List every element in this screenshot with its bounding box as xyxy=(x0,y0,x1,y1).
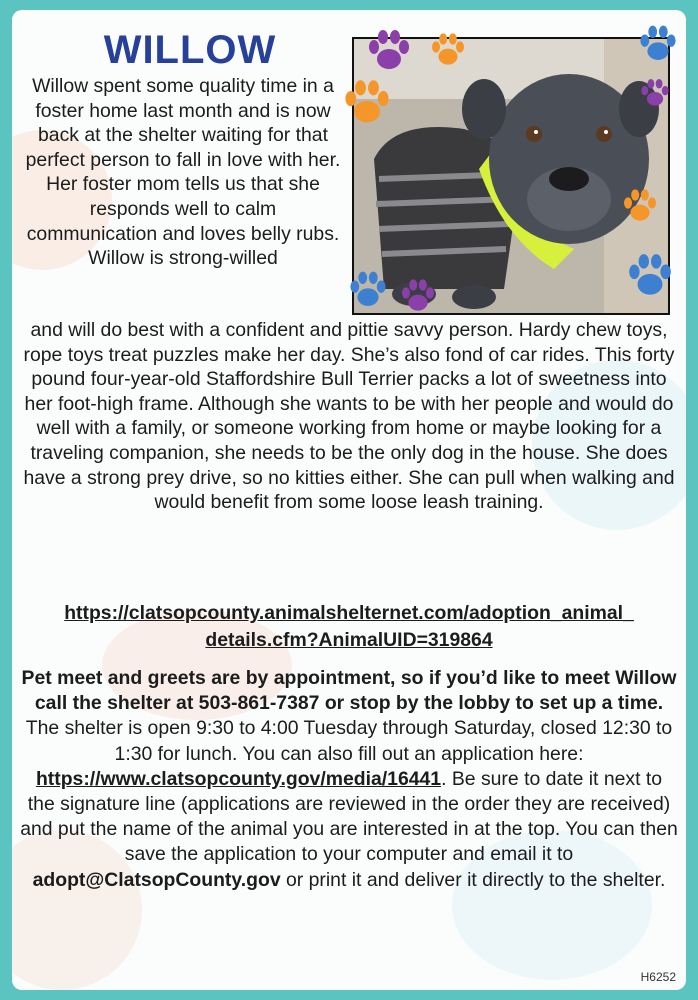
paw-print-icon xyxy=(340,77,394,131)
paw-print-icon xyxy=(638,77,672,111)
paw-print-icon xyxy=(346,269,390,313)
intro-paragraph: Willow spent some quality time in a foster home last month and is now back at the shelter waiting for that perfect person to fall in love with her. Her foster mom tells us that she responds well to calm communication and loves belly rubs. Willow is strong-willed xyxy=(25,75,341,270)
paw-print-icon xyxy=(620,187,660,227)
content-panel xyxy=(12,10,686,990)
appointment-note: Pet meet and greets are by appointment, so if you’d like to meet Willow call the shelter at 503-861-7387 or stop by the lobby to set up a time. xyxy=(21,667,677,715)
page-title: WILLOW xyxy=(103,28,277,72)
dog-photo xyxy=(352,37,670,315)
paw-print-icon xyxy=(398,277,438,317)
adoption-link[interactable] xyxy=(22,600,676,654)
closing-text: or print it and deliver it directly to the shelter. xyxy=(280,868,666,891)
email-link[interactable]: adopt@ClatsopCounty.gov xyxy=(32,868,281,891)
application-instructions: . Be sure to date it next to the signature line (applications are reviewed in the order they are received) and put the name of the animal you are interested in at the top. You can then save the application to your computer and email it to xyxy=(20,767,678,866)
photo-frame xyxy=(352,37,670,315)
paw-print-icon xyxy=(624,251,676,303)
paw-print-icon xyxy=(636,23,680,67)
appointment-info xyxy=(20,666,678,893)
listing-code: H6252 xyxy=(640,970,676,984)
adoption-link-line-2[interactable]: details.cfm?AnimalUID=319864 xyxy=(205,629,493,651)
paw-print-icon xyxy=(364,27,414,77)
hours-text: The shelter is open 9:30 to 4:00 Tuesday through Saturday, closed 12:30 to 1:30 for lunch. You can also fill out an application here: xyxy=(25,717,673,765)
bio-paragraph: and will do best with a confident and pittie savvy person. Hardy chew toys, rope toys treat puzzles make her day. She’s also fond of car rides. This forty pound four-year-old Staffordshire Bull Terrier packs a lot of sweetness into her foot-high frame. Although she wants to be with her people and would do well with a family, or someone working from home or maybe looking for a traveling companion, she needs to be the only dog in the house. She does have a strong prey drive, so no kitties either. She can pull when walking and would benefit from some loose leash training. xyxy=(23,319,675,514)
application-link[interactable]: https://www.clatsopcounty.gov/media/16441 xyxy=(35,767,442,790)
paw-print-icon xyxy=(428,31,468,71)
dog-illustration xyxy=(354,39,668,313)
adoption-link-line-1[interactable]: https://clatsopcounty.animalshelternet.com/adoption_animal_ xyxy=(64,602,634,624)
